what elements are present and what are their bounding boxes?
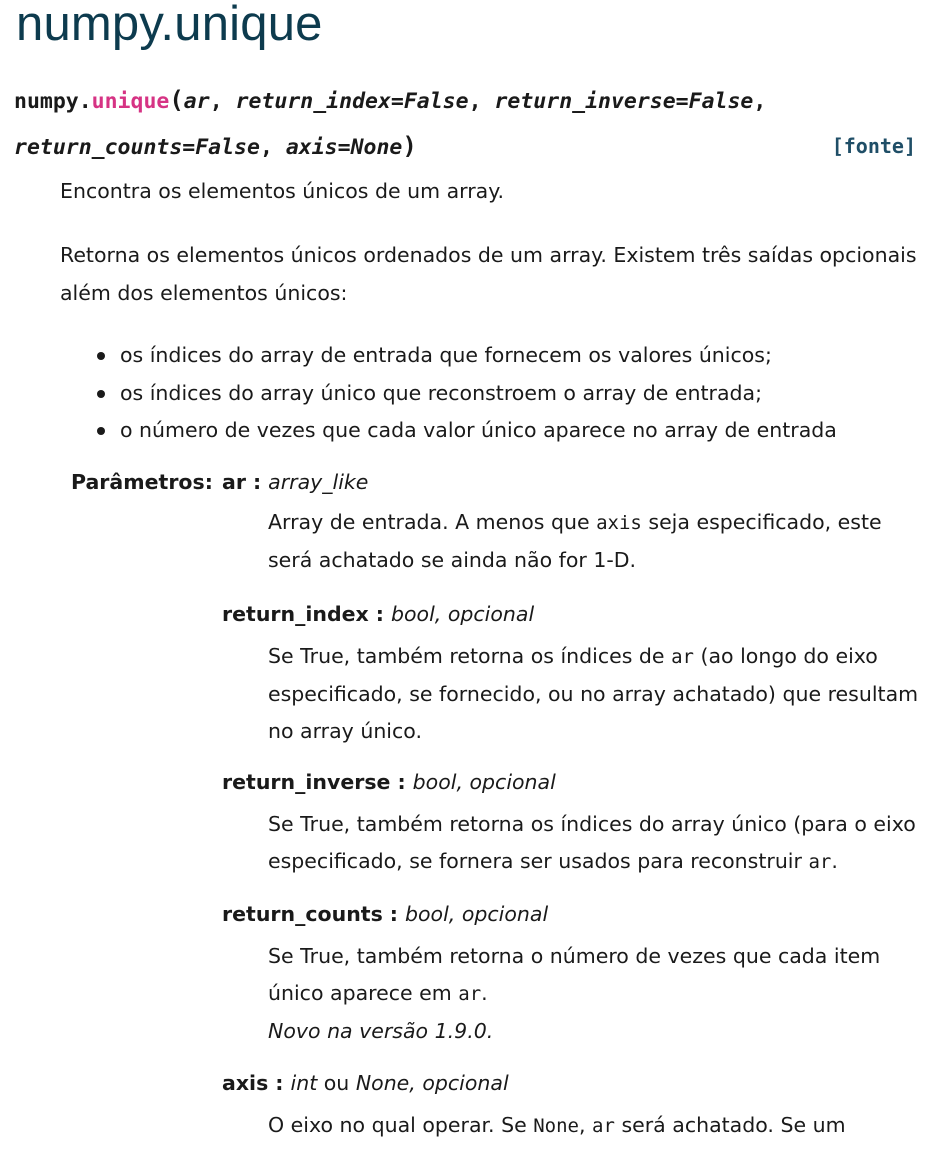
param-colon: : <box>375 602 384 626</box>
inline-code: ar <box>671 646 694 668</box>
signature-function-name: unique <box>91 89 170 114</box>
signature-arg-return-index: return_index=False <box>235 89 469 114</box>
param-desc-text: . <box>481 981 488 1005</box>
param-return-inverse-description <box>268 806 920 881</box>
param-type: None, opcional <box>355 1071 509 1095</box>
param-return-index-description <box>268 638 920 750</box>
param-type: bool, opcional <box>412 770 556 794</box>
param-desc-text: Array de entrada. A menos que <box>268 510 597 534</box>
page-title: numpy.unique <box>16 0 323 51</box>
param-desc-text: O eixo no qual operar. Se <box>268 1113 534 1137</box>
list-item: os índices do array de entrada que fornecem os valores únicos; <box>60 337 920 375</box>
param-desc-text: . <box>831 849 838 873</box>
param-ar-header <box>222 463 368 501</box>
signature-arg-ar: ar <box>183 89 210 114</box>
version-note: Novo na versão 1.9.0. <box>268 1019 494 1043</box>
signature-arg-axis: axis=None <box>285 135 403 160</box>
signature-sep: , <box>209 89 236 114</box>
function-signature <box>14 78 916 170</box>
inline-code: axis <box>596 512 642 534</box>
param-return-counts-header <box>222 895 548 933</box>
param-name: return_index <box>222 602 369 626</box>
param-axis-header <box>222 1064 509 1102</box>
param-return-index-header <box>222 595 534 633</box>
inline-code: None <box>533 1115 579 1137</box>
param-type: int <box>290 1071 318 1095</box>
inline-code: ar <box>808 851 832 873</box>
source-link[interactable]: [fonte] <box>831 134 916 158</box>
param-name: axis <box>222 1071 269 1095</box>
param-ar-description <box>268 504 920 579</box>
inline-code: ar <box>592 1115 615 1137</box>
param-colon: : <box>389 902 398 926</box>
signature-arg-return-inverse: return_inverse=False <box>494 89 754 114</box>
signature-sep: , <box>259 135 286 160</box>
parameters-label: Parâmetros: <box>71 470 213 494</box>
param-desc-text: seja especificado, este será achatado se ainda não for 1-D. <box>268 510 882 572</box>
param-desc-text: , <box>579 1113 593 1137</box>
list-item: os índices do array único que reconstroem o array de entrada; <box>60 375 920 413</box>
param-desc-text: será achatado. Se um <box>614 1113 846 1137</box>
param-type-separator: ou <box>317 1071 356 1095</box>
summary-text: Encontra os elementos únicos de um array. <box>60 179 504 203</box>
param-colon: : <box>397 770 406 794</box>
param-colon: : <box>252 470 262 494</box>
param-desc-text: (ao longo do eixo especificado, se fornecido, ou no array achatado) que resultam no array único. <box>268 644 919 743</box>
signature-open-paren: ( <box>169 86 184 114</box>
signature-sep: , <box>753 89 767 114</box>
outputs-list <box>60 337 920 450</box>
param-return-counts-description <box>268 938 920 1050</box>
param-desc-text: Se True, também retorna o número de vezes que cada item único aparece em <box>268 944 881 1005</box>
param-type: bool, opcional <box>391 602 535 626</box>
param-desc-text: Se True, também retorna os índices do array único (para o eixo especificado, se fornera ser usados para reconstruir <box>268 812 916 873</box>
param-name: ar <box>222 470 246 494</box>
param-type: array_like <box>268 470 369 494</box>
param-colon: : <box>275 1071 284 1095</box>
param-axis-description <box>268 1107 920 1145</box>
extended-summary: Retorna os elementos únicos ordenados de um array. Existem três saídas opcionais além dos elementos únicos: <box>60 243 917 305</box>
list-item: o número de vezes que cada valor único aparece no array de entrada <box>60 412 920 450</box>
param-name: return_inverse <box>222 770 391 794</box>
inline-code: ar <box>458 983 482 1005</box>
signature-close-paren: ) <box>402 132 417 160</box>
param-return-inverse-header <box>222 763 556 801</box>
signature-module: numpy. <box>14 89 92 114</box>
signature-arg-return-counts: return_counts=False <box>14 135 260 160</box>
param-type: bool, opcional <box>405 902 549 926</box>
param-name: return_counts <box>222 902 383 926</box>
param-desc-text: Se True, também retorna os índices de <box>268 644 672 668</box>
signature-sep: , <box>468 89 495 114</box>
